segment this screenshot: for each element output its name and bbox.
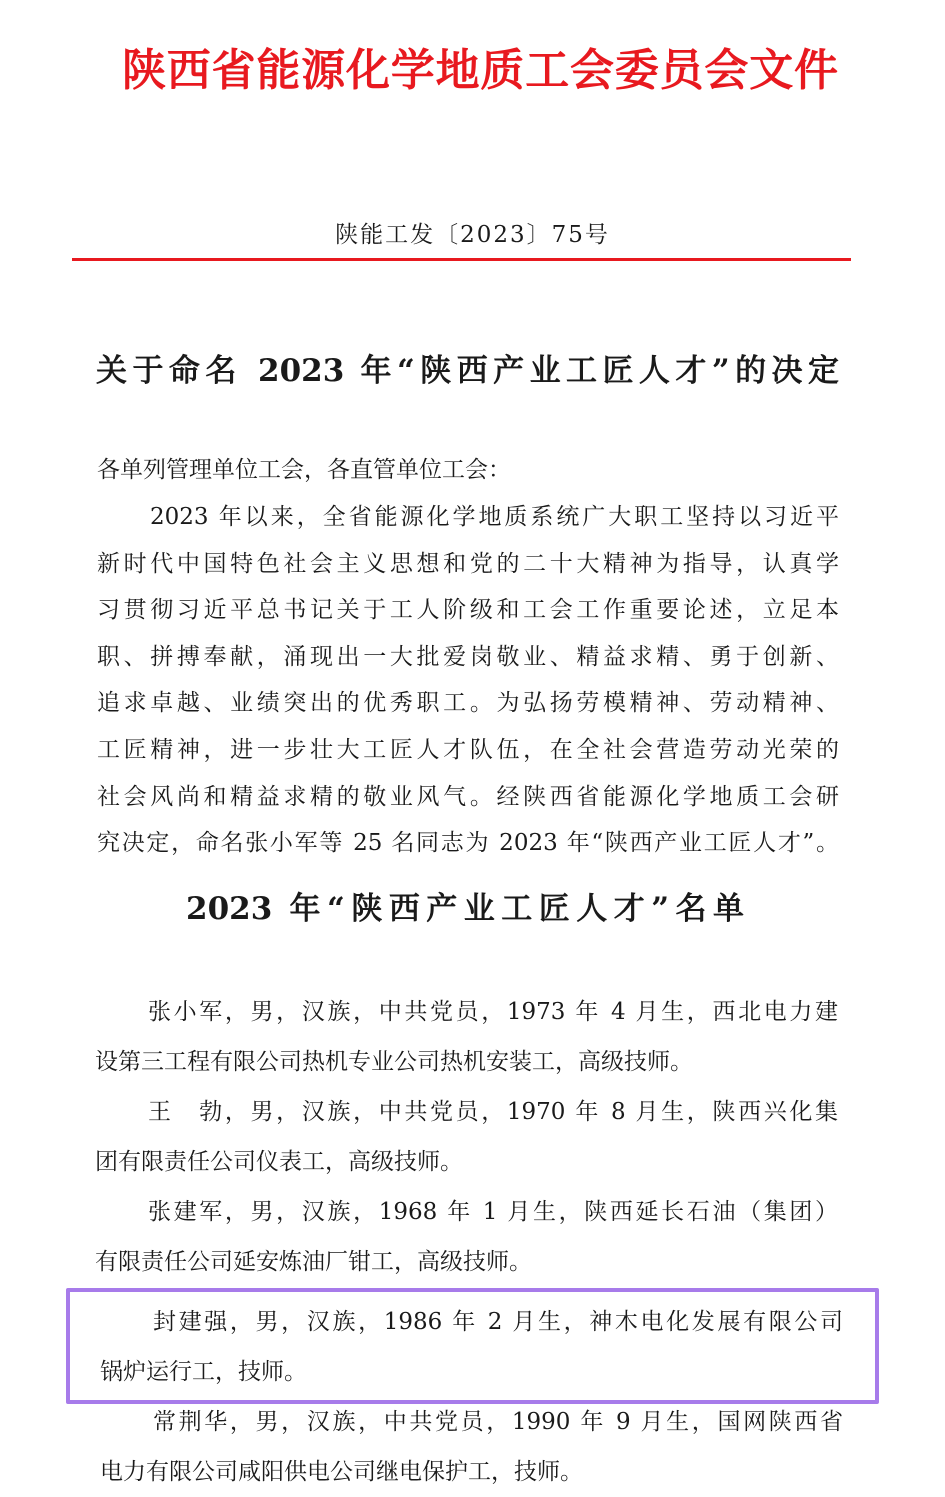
body-line: 追求卓越、业绩突出的优秀职工。为弘扬劳模精神、劳动精神、	[97, 690, 839, 717]
list-entry-line1: 王 勃，男，汉族，中共党员，1970 年 8 月生，陕西兴化集	[148, 1099, 838, 1125]
list-entry-line2: 电力有限公司咸阳供电公司继电保护工，技师。	[100, 1459, 583, 1485]
body-line: 社会风尚和精益求精的敬业风气。经陕西省能源化学地质工会研	[97, 783, 839, 810]
salutation: 各单列管理单位工会，各直管单位工会：	[97, 457, 511, 483]
list-entry-line2: 设第三工程有限公司热机专业公司热机安装工，高级技师。	[95, 1049, 693, 1075]
body-line: 职、拼搏奉献，涌现出一大批爱岗敬业、精益求精、勇于创新、	[97, 643, 839, 670]
org-header-title: 陕西省能源化学地质工会委员会文件	[122, 45, 838, 96]
list-entry-line1: 常荆华，男，汉族，中共党员，1990 年 9 月生，国网陕西省	[153, 1409, 843, 1435]
document-title: 关于命名 2023 年“陕西产业工匠人才”的决定	[96, 353, 839, 389]
list-entry-line2: 团有限责任公司仪表工，高级技师。	[95, 1149, 463, 1175]
body-line: 习贯彻习近平总书记关于工人阶级和工会工作重要论述，立足本	[97, 597, 839, 624]
list-entry-line1: 张建军，男，汉族，1968 年 1 月生，陕西延长石油（集团）	[148, 1199, 838, 1225]
body-line: 究决定，命名张小军等 25 名同志为 2023 年“陕西产业工匠人才”。	[97, 830, 839, 857]
list-entry-line2: 有限责任公司延安炼油厂钳工，高级技师。	[95, 1249, 532, 1275]
list-entry-line2: 锅炉运行工，技师。	[100, 1359, 307, 1385]
body-line: 工匠精神，进一步壮大工匠人才队伍，在全社会营造劳动光荣的	[97, 737, 839, 763]
red-divider	[72, 258, 851, 261]
body-line: 2023 年以来，全省能源化学地质系统广大职工坚持以习近平	[150, 504, 839, 530]
list-entry-line1: 封建强，男，汉族，1986 年 2 月生，神木电化发展有限公司	[153, 1309, 843, 1335]
list-entry-line1: 张小军，男，汉族，中共党员，1973 年 4 月生，西北电力建	[148, 999, 838, 1025]
list-title: 2023 年“陕西产业工匠人才”名单	[186, 891, 744, 927]
body-line: 新时代中国特色社会主义思想和党的二十大精神为指导，认真学	[97, 550, 839, 577]
document-number: 陕能工发〔2023〕75号	[335, 222, 610, 248]
